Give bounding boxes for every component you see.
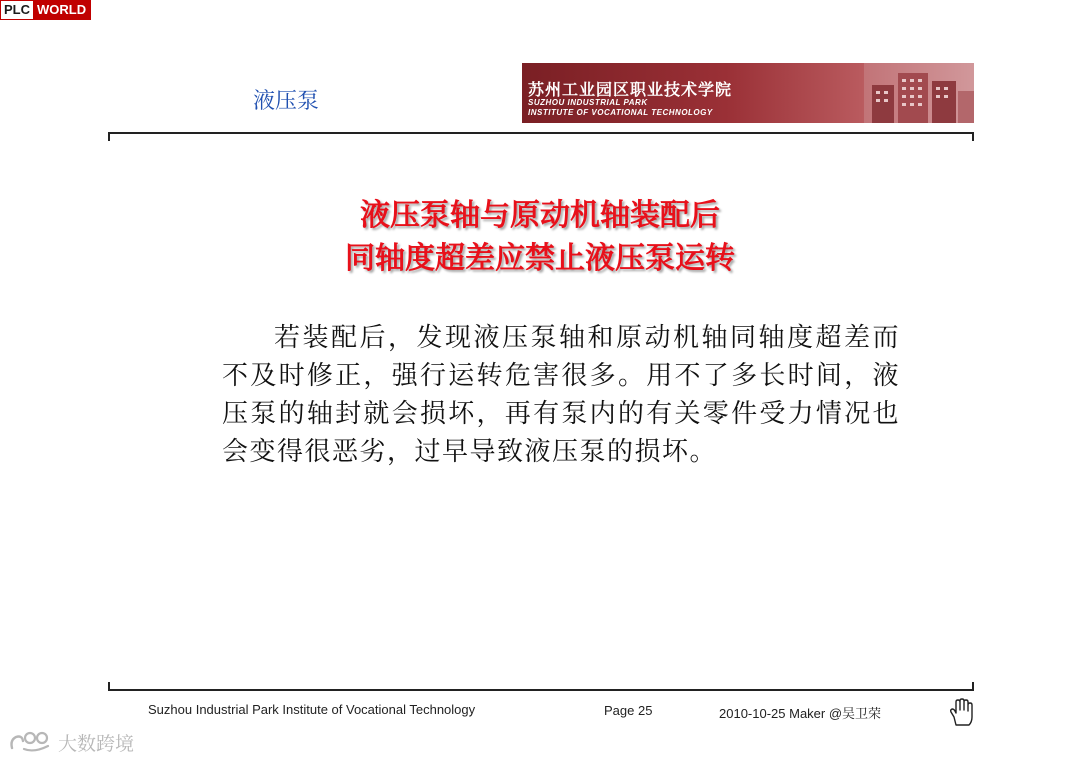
footer-rule-left-tick (108, 682, 110, 691)
institute-banner (522, 63, 974, 123)
hand-pointer-icon[interactable] (948, 697, 974, 727)
building-photo-icon (864, 63, 974, 123)
header-rule-left-tick (108, 132, 110, 141)
body-paragraph: 若装配后，发现液压泵轴和原动机轴同轴度超差而不及时修正，强行运转危害很多。用不了多长时间，液压泵的轴封就会损坏，再有泵内的有关零件受力情况也会变得很恶劣，过早导致液压泵的损坏。 (222, 323, 900, 467)
banner-english-line1: SUZHOU INDUSTRIAL PARK (528, 98, 648, 107)
plc-world-logo (0, 0, 91, 20)
banner-english-line2: INSTITUTE OF VOCATIONAL TECHNOLOGY (528, 108, 713, 117)
heading-line-2: 同轴度超差应禁止液压泵运转 (345, 241, 735, 276)
heading-line-1: 液压泵轴与原动机轴装配后 (360, 198, 720, 233)
watermark-text: 大数跨境 (58, 732, 135, 755)
footer-institution: Suzhou Industrial Park Institute of Vocational Technology (148, 702, 476, 717)
footer-date-maker: 2010-10-25 Maker @吴卫荣 (719, 706, 882, 721)
watermark (8, 729, 134, 755)
header-rule-right-tick (972, 132, 974, 141)
section-title: 液压泵 (253, 89, 320, 114)
banner-chinese-name: 苏州工业园区职业技术学院 (528, 80, 733, 99)
logo-part-world: WORLD (33, 1, 90, 19)
logo-part-plc: PLC (1, 1, 33, 19)
watermark-logo-icon (8, 730, 54, 754)
header-rule (108, 132, 974, 134)
footer-page-number: Page 25 (604, 703, 653, 718)
footer-rule-right-tick (972, 682, 974, 691)
footer-rule (108, 689, 974, 691)
